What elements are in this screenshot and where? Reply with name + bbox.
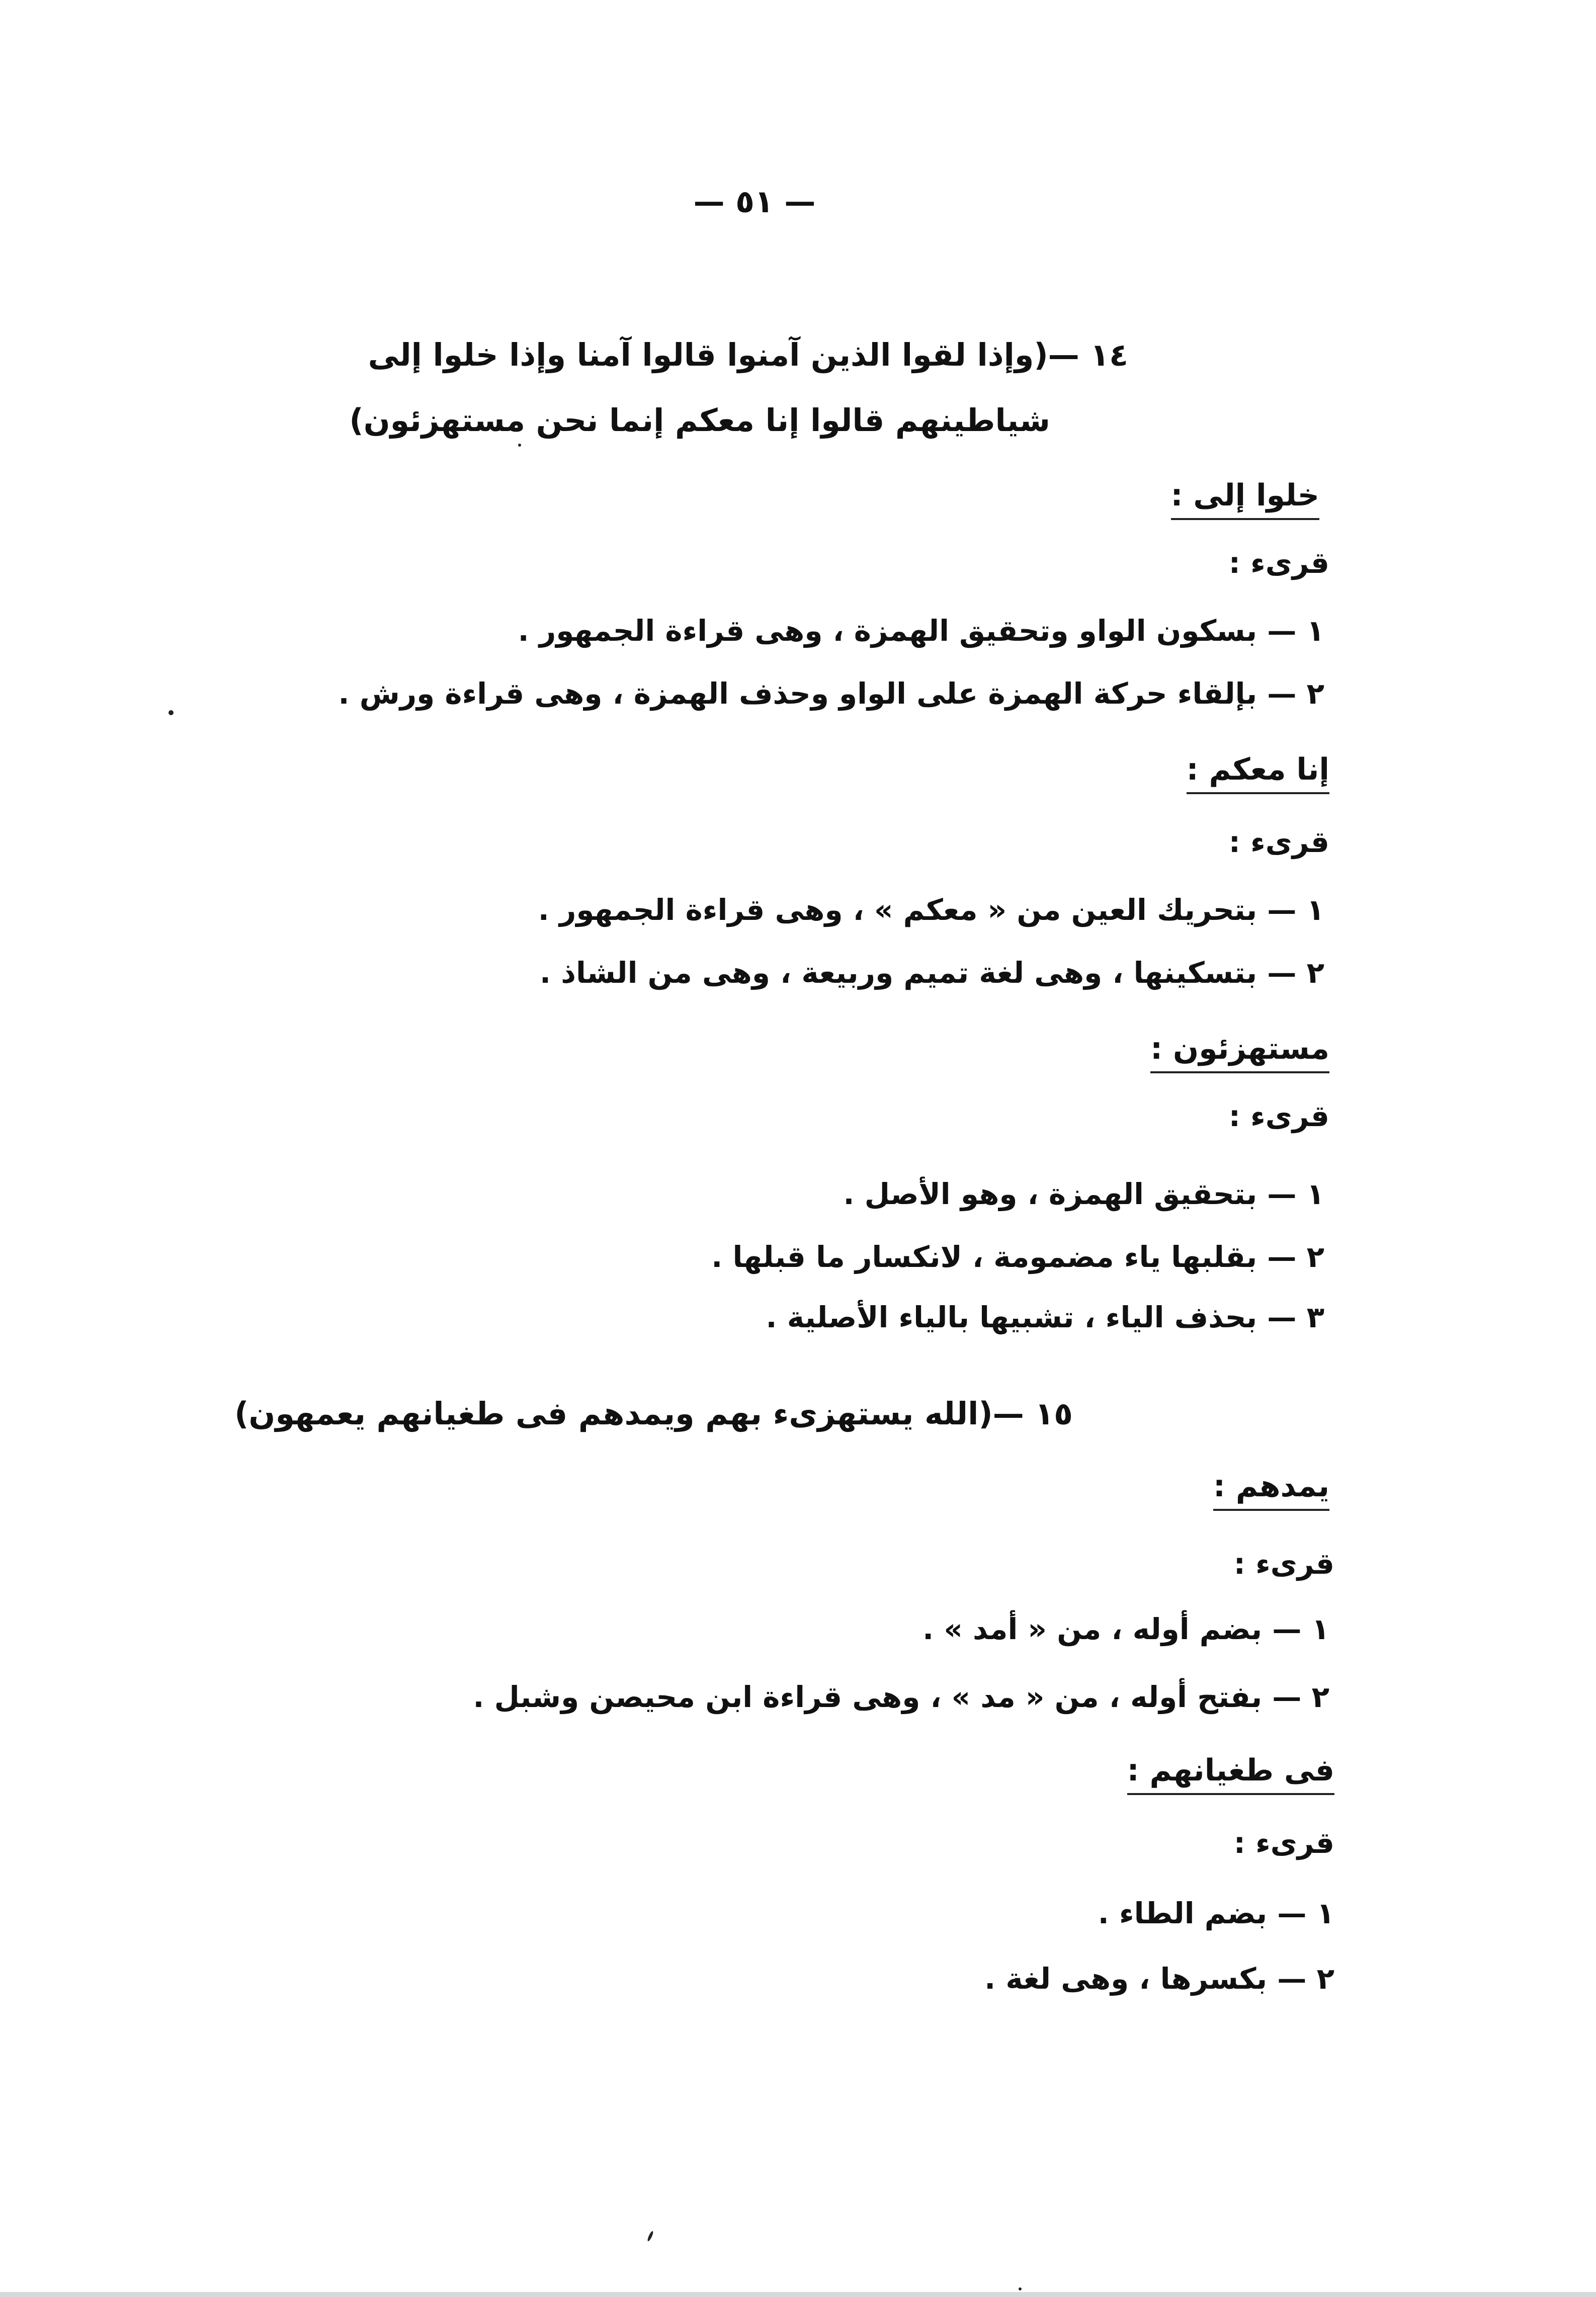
reading-item: ١ — بتحقيق الهمزة ، وهو الأصل .: [843, 1177, 1324, 1211]
reading-item: ١ — بضم أوله ، من « أمد » .: [922, 1612, 1329, 1646]
heading-inna-maakum: [1187, 754, 1329, 785]
heading-yamudduhum: [1213, 1469, 1329, 1504]
reading-item: ٢ — بفتح أوله ، من « مد » ، وهى قراءة ابن محيصن وشبل .: [473, 1680, 1329, 1714]
scan-bottom-edge: [0, 2292, 1596, 2297]
heading-text: إنا معكم :: [1187, 752, 1329, 794]
qurie-label: قرىء :: [1233, 1826, 1334, 1860]
scan-speck: [518, 444, 521, 447]
qurie-label: قرىء :: [1228, 825, 1329, 859]
heading-mustahziun: [1150, 1031, 1329, 1066]
reading-item: ٢ — بكسرها ، وهى لغة .: [984, 1962, 1334, 1996]
heading-fi-tughyanihim: [1127, 1753, 1334, 1788]
heading-text: خلوا إلى :: [1171, 478, 1320, 520]
reading-item: ٢ — بقلبها ياء مضمومة ، لانكسار ما قبلها .: [711, 1240, 1324, 1274]
reading-item: ٢ — بإلقاء حركة الهمزة على الواو وحذف الهمزة ، وهى قراءة ورش .: [338, 676, 1324, 711]
qurie-label: قرىء :: [1228, 546, 1329, 580]
page-number: — ٥١ —: [693, 183, 816, 220]
heading-text: يمدهم :: [1213, 1469, 1329, 1511]
verse-15-line-1: ١٥ —(الله يستهزىء بهم ويمدهم فى طغيانهم يعمهون): [234, 1395, 1073, 1432]
scan-speck: [647, 2231, 654, 2242]
verse-14-line-1: ١٤ —(وإذا لقوا الذين آمنوا قالوا آمنا وإذا خلوا إلى: [368, 336, 1128, 373]
scan-speck: [1019, 2287, 1022, 2290]
heading-khalaw-ila: [1171, 480, 1320, 511]
reading-item: ٣ — بحذف الياء ، تشبيها بالياء الأصلية .: [766, 1300, 1324, 1334]
heading-text: مستهزئون :: [1150, 1031, 1329, 1073]
reading-item: ١ — بسكون الواو وتحقيق الهمزة ، وهى قراءة الجمهور .: [518, 614, 1324, 648]
qurie-label: قرىء :: [1228, 1099, 1329, 1133]
scan-speck: [169, 710, 174, 715]
reading-item: ٢ — بتسكينها ، وهى لغة تميم وربيعة ، وهى من الشاذ .: [540, 956, 1324, 990]
verse-14-line-2: شياطينهم قالوا إنا معكم إنما نحن مستهزئون): [349, 402, 1050, 439]
qurie-label: قرىء :: [1233, 1547, 1334, 1581]
reading-item: ١ — بضم الطاء .: [1098, 1896, 1334, 1930]
reading-item: ١ — بتحريك العين من « معكم » ، وهى قراءة الجمهور .: [538, 893, 1324, 927]
heading-text: فى طغيانهم :: [1127, 1753, 1334, 1795]
